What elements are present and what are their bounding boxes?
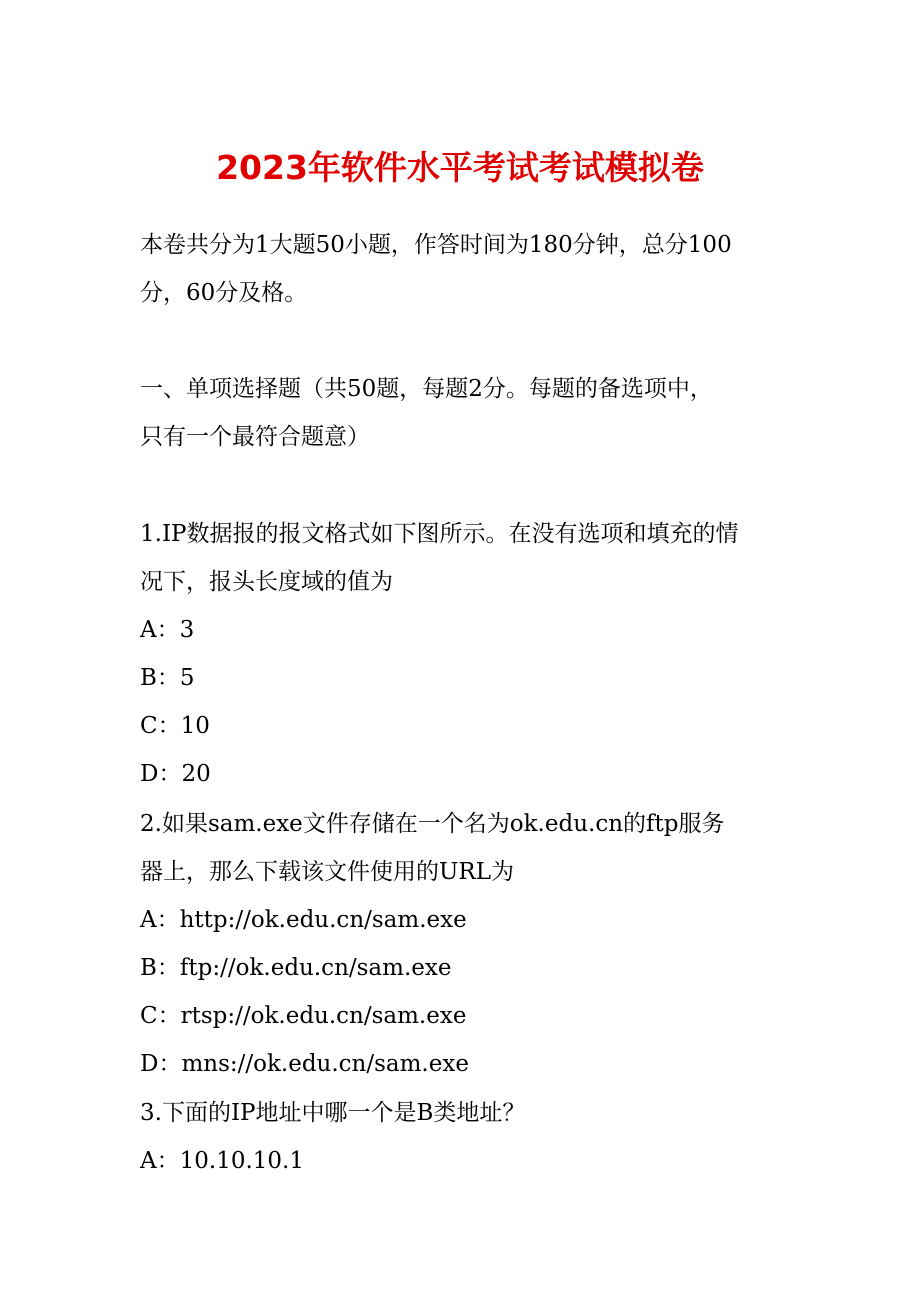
- answer-option: A：http://ok.edu.cn/sam.exe: [140, 907, 467, 933]
- answer-option: D：mns://ok.edu.cn/sam.exe: [140, 1051, 469, 1077]
- question-3: [140, 1089, 790, 1185]
- answer-option: B：ftp://ok.edu.cn/sam.exe: [140, 955, 452, 981]
- answer-option: B：5: [140, 665, 195, 691]
- section-header-line: 一、单项选择题（共50题，每题2分。每题的备选项中，: [140, 376, 713, 402]
- answer-option: C：rtsp://ok.edu.cn/sam.exe: [140, 1003, 467, 1029]
- section-header: [140, 365, 790, 461]
- document-title: 2023年软件水平考试考试模拟卷: [216, 148, 704, 187]
- question-stem-line: 况下，报头长度域的值为: [140, 569, 393, 595]
- question-stem-line: 1.IP数据报的报文格式如下图所示。在没有选项和填充的情: [140, 521, 739, 547]
- section-header-line: 只有一个最符合题意）: [140, 424, 370, 450]
- exam-intro: [140, 221, 790, 317]
- intro-line: 分，60分及格。: [140, 280, 308, 306]
- question-stem-line: 器上，那么下载该文件使用的URL为: [140, 859, 514, 885]
- answer-option: A：3: [140, 617, 195, 643]
- question-2: [140, 800, 790, 1088]
- intro-line: 本卷共分为1大题50小题，作答时间为180分钟，总分100: [140, 232, 732, 258]
- question-1: [140, 510, 790, 798]
- question-stem-line: 2.如果sam.exe文件存储在一个名为ok.edu.cn的ftp服务: [140, 811, 725, 837]
- answer-option: C：10: [140, 713, 210, 739]
- question-stem-line: 3.下面的IP地址中哪一个是B类地址？: [140, 1100, 526, 1126]
- answer-option: D：20: [140, 761, 211, 787]
- answer-option: A：10.10.10.1: [140, 1148, 304, 1174]
